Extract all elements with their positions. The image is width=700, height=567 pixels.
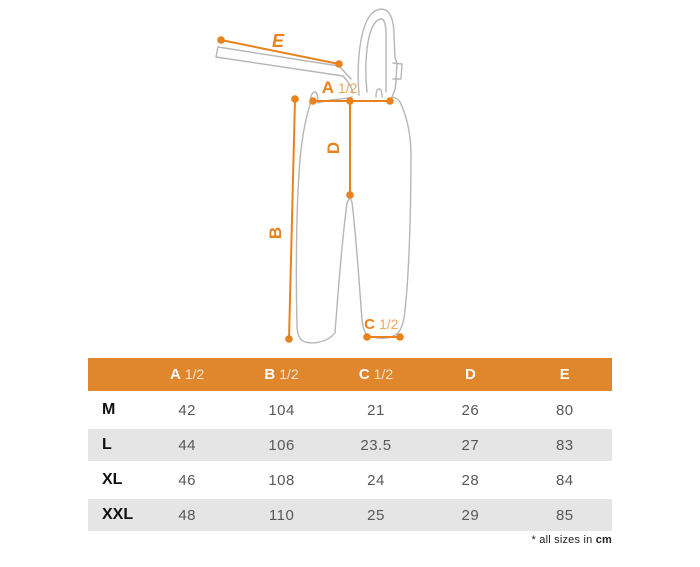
cell-value: 27 xyxy=(423,429,517,461)
measure-line-b xyxy=(289,99,295,339)
measure-label-c-suffix: 1/2 xyxy=(379,316,399,332)
cell-value: 108 xyxy=(268,471,295,489)
header-suffix: 1/2 xyxy=(373,366,394,382)
size-table xyxy=(88,355,612,534)
strap-loop-inner xyxy=(366,19,386,92)
header-cell-a xyxy=(140,358,234,391)
cell-value: 106 xyxy=(234,429,328,461)
cell-value: 26 xyxy=(461,401,480,419)
table-row-xxl xyxy=(88,499,612,531)
measure-dot xyxy=(217,36,225,44)
measure-dot xyxy=(291,95,299,103)
size-table-container xyxy=(88,355,612,534)
strap-end-cap xyxy=(216,47,218,57)
measure-dot xyxy=(309,97,317,105)
measure-dot xyxy=(363,333,371,341)
cell-value: 85 xyxy=(518,499,612,531)
measure-dot xyxy=(396,333,404,341)
footnote-unit: cm xyxy=(595,534,612,546)
measure-label-c: C xyxy=(364,316,375,333)
header-letter: A xyxy=(170,366,181,383)
cell-value: 104 xyxy=(268,401,295,419)
header-letter: C xyxy=(358,366,370,383)
measure-dot xyxy=(386,97,394,105)
belt-loop-notch xyxy=(376,89,382,97)
measure-dot xyxy=(285,335,293,343)
header-cell-d xyxy=(423,358,517,391)
size-label: XL xyxy=(102,471,123,488)
table-row-l xyxy=(88,429,612,461)
header-cell-b xyxy=(234,358,328,391)
table-header-row xyxy=(88,358,612,391)
cell-value: 48 xyxy=(140,499,234,531)
measure-dot xyxy=(346,191,354,199)
header-letter: D xyxy=(464,366,476,383)
cell-value: 23.5 xyxy=(329,429,423,461)
header-suffix: 1/2 xyxy=(184,366,205,382)
size-label: XXL xyxy=(88,499,140,531)
cell-value: 44 xyxy=(140,429,234,461)
cell-value: 21 xyxy=(367,401,385,419)
measure-label-d: D xyxy=(324,141,343,155)
header-cell-size xyxy=(88,358,140,391)
table-row-xl xyxy=(88,464,612,496)
header-cell-c xyxy=(329,358,423,391)
measure-label-a: A xyxy=(321,78,334,97)
header-letter: E xyxy=(559,366,570,383)
size-label: L xyxy=(88,429,140,461)
cell-value: 42 xyxy=(178,401,197,419)
cell-value: 83 xyxy=(518,429,612,461)
header-suffix: 1/2 xyxy=(279,366,299,382)
measure-dot xyxy=(335,60,343,68)
footnote-text: * all sizes in xyxy=(531,534,593,546)
units-footnote xyxy=(532,534,612,546)
cell-value: 28 xyxy=(461,471,480,489)
strap-loop-outer xyxy=(358,9,397,97)
measurement-overlays xyxy=(217,31,404,343)
cell-value: 110 xyxy=(234,499,328,531)
measure-label-e: E xyxy=(271,31,285,51)
header-letter: B xyxy=(264,366,276,383)
cell-value: 29 xyxy=(423,499,517,531)
cell-value: 80 xyxy=(555,401,574,419)
pants-body-outline xyxy=(296,92,411,343)
table-row-m xyxy=(88,394,612,426)
cell-value: 46 xyxy=(178,471,197,489)
cell-value: 25 xyxy=(329,499,423,531)
header-cell-e xyxy=(518,358,612,391)
cell-value: 24 xyxy=(367,471,385,489)
cell-value: 84 xyxy=(555,471,574,489)
measure-label-b: B xyxy=(266,226,285,240)
size-label: M xyxy=(102,401,116,418)
measure-label-a-suffix: 1/2 xyxy=(338,80,358,96)
